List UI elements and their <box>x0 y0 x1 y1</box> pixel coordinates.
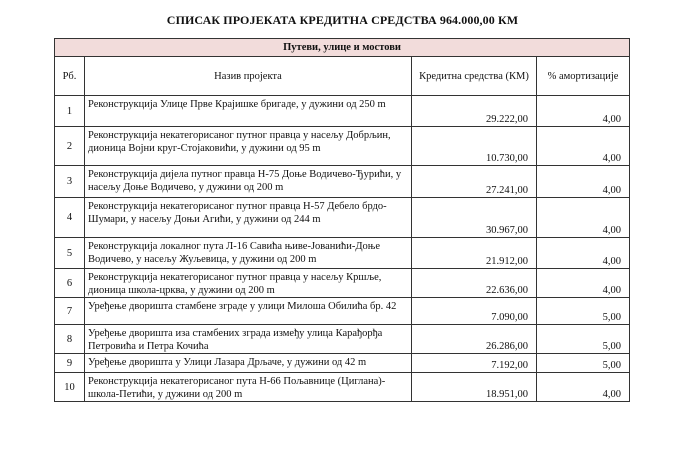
header-name: Назив пројекта <box>85 57 412 96</box>
amortization-rate: 4,00 <box>537 238 630 269</box>
project-name: Уређење дворишта стамбене зграде у улици Милоша Обилића бр. 42 <box>85 298 412 325</box>
credit-amount: 29.222,00 <box>412 96 537 127</box>
amortization-rate: 4,00 <box>537 269 630 298</box>
amortization-rate: 5,00 <box>537 325 630 354</box>
header-amount: Кредитна средства (КМ) <box>412 57 537 96</box>
section-header-row <box>55 39 630 57</box>
table-row <box>55 269 630 298</box>
project-name: Реконструкција дијела путног правца Н-75 Доње Водичево-Ђурићи, у насељу Доње Водичево, у дужини од 200 m <box>85 166 412 198</box>
table-row <box>55 127 630 166</box>
credit-amount: 26.286,00 <box>412 325 537 354</box>
credit-amount: 7.090,00 <box>412 298 537 325</box>
credit-amount: 27.241,00 <box>412 166 537 198</box>
row-number: 8 <box>55 325 85 354</box>
row-number: 1 <box>55 96 85 127</box>
project-name: Уређење дворишта у Улици Лазара Дрљаче, у дужини од 42 m <box>85 354 412 373</box>
row-number: 2 <box>55 127 85 166</box>
project-name: Реконструкција некатегорисаног путног правца Н-57 Дебело брдо-Шумари, у насељу Доњи Агићи, у дужини од 244 m <box>85 198 412 238</box>
amortization-rate: 5,00 <box>537 298 630 325</box>
amortization-rate: 5,00 <box>537 354 630 373</box>
table-row <box>55 325 630 354</box>
column-header-row <box>55 57 630 96</box>
table-row <box>55 96 630 127</box>
row-number: 6 <box>55 269 85 298</box>
amortization-rate: 4,00 <box>537 198 630 238</box>
project-name: Реконструкција локалног пута Л-16 Савића њиве-Јованићи-Доње Водичево, у насељу Жуљевица, у дужини од 200 m <box>85 238 412 269</box>
row-number: 5 <box>55 238 85 269</box>
header-rate: % амортизације <box>537 57 630 96</box>
project-name: Уређење дворишта иза стамбених зграда између улица Карађорђа Петровића и Петра Кочића <box>85 325 412 354</box>
table-row <box>55 238 630 269</box>
row-number: 7 <box>55 298 85 325</box>
credit-amount: 18.951,00 <box>412 373 537 402</box>
credit-amount: 10.730,00 <box>412 127 537 166</box>
table-row <box>55 198 630 238</box>
table-row <box>55 354 630 373</box>
project-name: Реконструкција некатегорисаног путног правца у насељу Добрљин, дионица Војни круг-Стојаковићи, у дужини од 95 m <box>85 127 412 166</box>
credit-amount: 30.967,00 <box>412 198 537 238</box>
row-number: 9 <box>55 354 85 373</box>
table-row <box>55 373 630 402</box>
credit-amount: 21.912,00 <box>412 238 537 269</box>
amortization-rate: 4,00 <box>537 96 630 127</box>
project-name: Реконструкција некатегорисаног пута Н-66 Пољавнице (Циглана)-школа-Петићи, у дужини од 200 m <box>85 373 412 402</box>
table-row <box>55 166 630 198</box>
amortization-rate: 4,00 <box>537 373 630 402</box>
credit-amount: 7.192,00 <box>412 354 537 373</box>
row-number: 4 <box>55 198 85 238</box>
row-number: 3 <box>55 166 85 198</box>
table-row <box>55 298 630 325</box>
row-number: 10 <box>55 373 85 402</box>
project-name: Реконструкција Улице Прве Крајишке бригаде, у дужини од 250 m <box>85 96 412 127</box>
amortization-rate: 4,00 <box>537 166 630 198</box>
project-name: Реконструкција некатегорисаног путног правца у насељу Кршље, дионица школа-црква, у дужини од 200 m <box>85 269 412 298</box>
credit-amount: 22.636,00 <box>412 269 537 298</box>
section-title: Путеви, улице и мостови <box>55 39 630 57</box>
header-number: Рб. <box>55 57 85 96</box>
projects-table <box>54 38 630 402</box>
amortization-rate: 4,00 <box>537 127 630 166</box>
document-title: СПИСАК ПРОЈЕКАТА КРЕДИТНА СРЕДСТВА 964.000,00 КМ <box>166 13 519 27</box>
